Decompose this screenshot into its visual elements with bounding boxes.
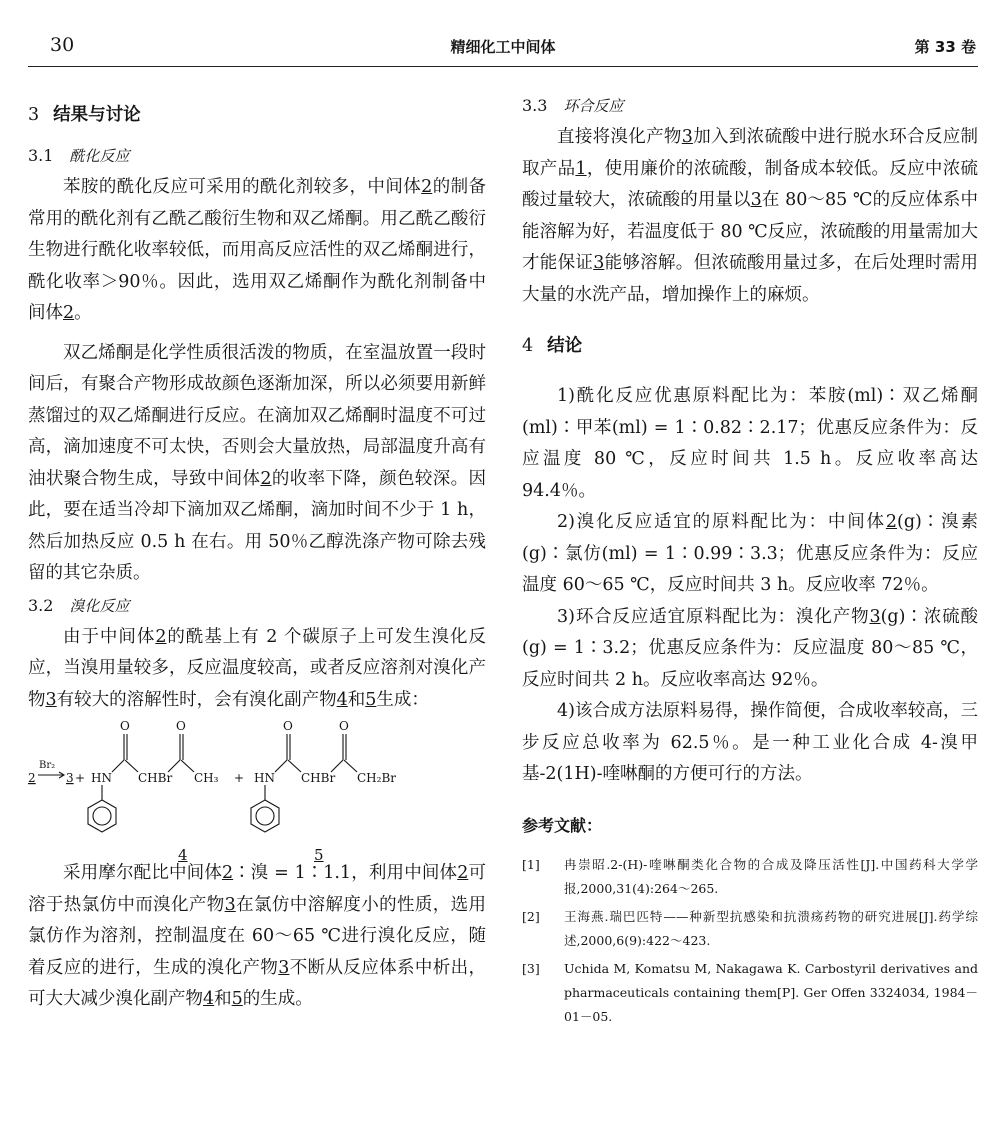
chbr-label: CHBr <box>138 771 173 785</box>
hn-label: HN <box>91 771 112 785</box>
compound-ref: 3 <box>681 127 693 147</box>
reference-item: [2] 王海燕.瑞巴匹特——种新型抗感染和抗溃疡药物的研究进展[J].药学综述,2000,6(9):422～423. <box>522 908 978 948</box>
references-heading: 参考文献： <box>522 815 603 835</box>
compound-ref: 2 <box>260 468 272 489</box>
conclusion-3: 3)环合反应适宜原料配比为：溴化产物3(g)∶浓硫酸(g) = 1∶3.2；优惠反应条件为：反应温度 80～85 ℃，反应时间共 2 h。反应收率高达 92％。 <box>522 606 978 690</box>
scheme-reagent: Br₂ <box>39 760 56 771</box>
scheme-plus-1: + <box>75 771 86 785</box>
compound-ref: 3 <box>593 253 605 273</box>
scheme-plus-2: + <box>234 771 245 785</box>
ch3-label: CH₃ <box>194 771 219 785</box>
volume-label: 第 33 卷 <box>914 38 976 56</box>
compound-5-structure <box>251 720 396 832</box>
reference-item: [1] 冉崇昭.2-(H)-喹啉酮类化合物的合成及降压活性[J].中国药科大学学报,2000,31(4):264～265. <box>522 856 978 896</box>
compound-ref: 3 <box>278 957 290 978</box>
section-3-1-heading: 3.1 酰化反应 <box>28 146 130 165</box>
right-column <box>522 90 978 1129</box>
chbr-label: CHBr <box>301 771 336 785</box>
section-3-3-heading: 3.3 环合反应 <box>522 96 624 115</box>
compound-ref: 5 <box>365 689 377 710</box>
compound-ref: 4 <box>336 689 348 710</box>
reaction-scheme <box>28 720 486 864</box>
journal-name: 精细化工中间体 <box>450 38 556 56</box>
compound-ref: 2 <box>155 626 167 647</box>
section-4-heading: 4 结论 <box>522 336 583 356</box>
section-3-heading: 3 结果与讨论 <box>28 105 141 125</box>
compound-ref: 2 <box>421 177 433 197</box>
compound-ref: 3 <box>224 894 236 915</box>
conclusion-1: 1)酰化反应优惠原料配比为：苯胺(ml)∶双乙烯酮(ml)∶甲苯(ml) = 1∶0.82∶2.17；优惠反应条件为：反应温度 80 ℃，反应时间共 1.5 h。反应收率高达 94.4％。 <box>522 386 978 501</box>
paragraph-cyclization: 直接将溴化产物3加入到浓硫酸中进行脱水环合反应制取产品1，使用廉价的浓硫酸，制备成本较低。反应中浓硫酸过量较大，浓硫酸的用量以3在 80～85 ℃的反应体系中能溶解为好，若温度低于 80 ℃反应，浓硫酸的用量需加大才能保证3能够溶解。但浓硫酸用量过多，在后处理时需用大量的水洗产品，增加操作上的麻烦。 <box>522 127 979 305</box>
paragraph-bromination-1: 由于中间体2的酰基上有 2 个碳原子上可发生溴化反应，当溴用量较多，反应温度较高，或者反应溶剂对溴化产物3有较大的溶解性时，会有溴化副产物4和5生成： <box>28 626 487 710</box>
paragraph-acylation-1: 苯胺的酰化反应可采用的酰化剂较多，中间体2的制备常用的酰化剂有乙酰乙酸衍生物和双乙烯酮。用乙酰乙酸衍生物进行酰化收率较低，而用高反应活性的双乙烯酮进行，酰化收率＞90％。因此，选用双乙烯酮作为酰化剂制备中间体2。 <box>28 177 487 323</box>
conclusion-4: 4)该合成方法原料易得，操作简便，合成收率较高，三步反应总收率为 62.5％。是一种工业化合成 4-溴甲基-2(1H)-喹啉酮的方便可行的方法。 <box>522 701 978 784</box>
compound-ref: 3 <box>869 606 881 627</box>
compound-ref: 2 <box>63 303 75 323</box>
carbonyl-o-label: O <box>283 720 293 733</box>
conclusion-2: 2)溴化反应适宜的原料配比为：中间体2(g)∶溴素(g)∶氯仿(ml) = 1∶0.99∶3.3；优惠反应条件为：反应温度 60～65 ℃，反应时间共 3 h。反应收率 72％。 <box>522 512 978 595</box>
carbonyl-o-label: O <box>176 720 186 733</box>
left-column <box>28 90 486 1129</box>
reference-item: [3] Uchida M, Komatsu M, Nakagawa K. Carbostyril derivatives and pharmaceuticals containing them[P]. Ger Offen 3324034, 1984－01－05. <box>522 960 978 1024</box>
scheme-reactant: 2 <box>28 771 36 785</box>
compound-ref: 3 <box>750 190 762 210</box>
compound-ref: 4 <box>203 989 215 1009</box>
compound-ref: 2 <box>885 512 897 532</box>
scheme-product: 3 <box>66 771 74 785</box>
compound-4-structure <box>88 720 219 832</box>
compound-ref: 5 <box>231 989 243 1009</box>
compound-ref: 1 <box>575 158 587 179</box>
compound-ref: 2 <box>221 863 234 883</box>
paragraph-acylation-2: 双乙烯酮是化学性质很活泼的物质，在室温放置一段时间后，有聚合产物形成故颜色逐渐加深，所以必须要用新鲜蒸馏过的双乙烯酮进行反应。在滴加双乙烯酮时温度不可过高，滴加速度不可太快，否则会大量放热，局部温度升高有油状聚合物生成，导致中间体2的收率下降，颜色较深。因此，要在适当冷却下滴加双乙烯酮，滴加时间不少于 1 h，然后加热反应 0.5 h 在右。用 50％乙醇洗涤产物可除去残留的其它杂质。 <box>28 342 487 583</box>
page-number: 30 <box>50 34 75 56</box>
carbonyl-o-label: O <box>120 720 130 733</box>
paragraph-bromination-2: 采用摩尔配比中间体2∶溴 = 1∶1.1，利用中间体2可溶于热氯仿中而溴化产物3在氯仿中溶解度小的性质，选用氯仿作为溶剂，控制温度在 60～65 ℃进行溴化反应，随着反应的进行，生成的溴化产物3不断从反应体系中析出，可大大减少溴化副产物4和5的生成。 <box>28 863 487 1009</box>
hn-label: HN <box>254 771 275 785</box>
compound-4-label: 4 <box>178 846 188 864</box>
section-3-2-heading: 3.2 溴化反应 <box>28 595 130 615</box>
carbonyl-o-label: O <box>339 720 349 733</box>
compound-ref: 2 <box>457 863 469 883</box>
references-list <box>522 853 978 1029</box>
ch2br-label: CH₂Br <box>357 771 397 785</box>
compound-5-label: 5 <box>314 846 324 864</box>
compound-ref: 3 <box>45 689 57 710</box>
page-header <box>28 0 978 67</box>
